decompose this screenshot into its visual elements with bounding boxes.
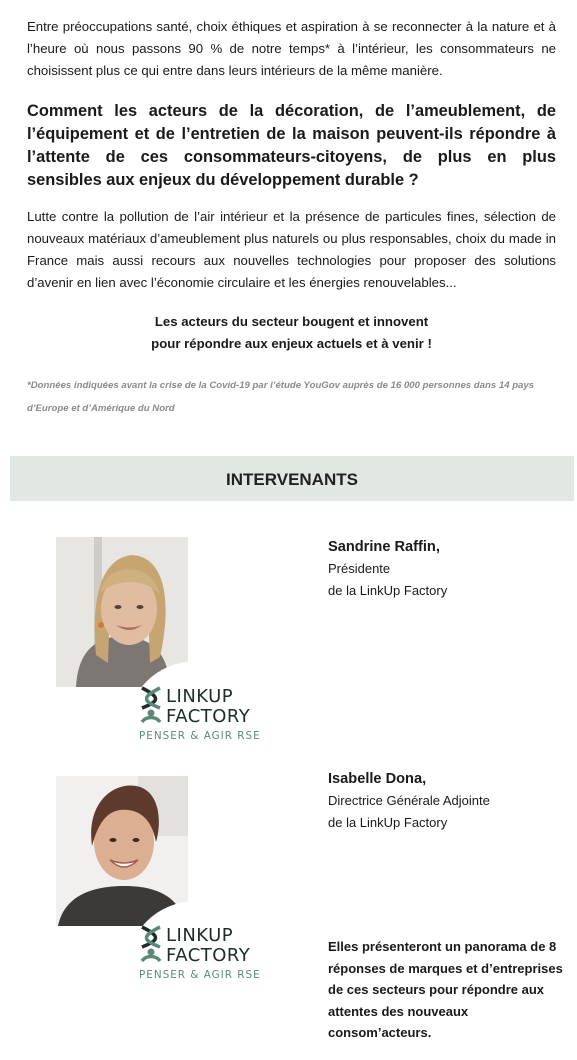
speaker-role: Présidente [328, 561, 391, 576]
linkup-factory-logo [139, 925, 289, 983]
callout-line-2: pour répondre aux enjeux actuels et à venir ! [151, 336, 432, 351]
key-question: Comment les acteurs de la décoration, de l’ameublement, de l’équipement et de l’entretien de la maison peuvent-ils répondre à l’attente de ces consommateurs-citoyens, de plus en plus sensibles aux enjeux du développement durable ? [27, 102, 556, 189]
footnote: *Données indiquées avant la crise de la Covid-19 par l’étude YouGov auprès de 16 000 personnes dans 14 pays d’Europe et d’Amérique du Nord [27, 380, 535, 414]
section-banner [10, 456, 574, 501]
section-title: INTERVENANTS [226, 470, 358, 489]
callout-line-1: Les acteurs du secteur bougent et innovent [154, 314, 429, 329]
logo-word-linkup: LINKUP [166, 686, 234, 707]
logo-tagline: PENSER & AGIR RSE [139, 969, 261, 981]
logo-word-factory: FACTORY [166, 945, 251, 966]
speaker-role: Directrice Générale Adjointe [328, 793, 490, 808]
callout [27, 311, 556, 355]
speaker-info-2 [328, 768, 568, 833]
intro-paragraph: Entre préoccupations santé, choix éthiques et aspiration à se reconnecter à la nature et à l’heure où nous passons 90 % de notre temps* à l’intérieur, les consommateurs ne choisissent plus ce qui entre dans leurs intérieurs de la même manière. [27, 19, 556, 78]
context-paragraph: Lutte contre la pollution de l’air intérieur et la présence de particules fines, sélection de nouveaux matériaux d’ameublement plus naturels ou plus responsables, choix du made in France mais aussi recours aux nouvelles technologies pour proposer des solutions d’avenir en lien avec l’économie circulaire et les énergies renouvelables... [27, 209, 556, 290]
dna-icon [139, 925, 163, 963]
speaker-org: de la LinkUp Factory [328, 814, 448, 830]
dna-icon [139, 686, 163, 724]
speaker-name: Isabelle Dona, [328, 771, 427, 787]
linkup-factory-logo [139, 686, 289, 744]
logo-tagline: PENSER & AGIR RSE [139, 730, 261, 742]
speaker-info-1 [328, 536, 568, 601]
speaker-photo-sandrine-raffin [56, 537, 188, 687]
speaker-org: de la LinkUp Factory [328, 582, 448, 598]
speaker-photo-isabelle-dona [56, 776, 188, 926]
speaker-name: Sandrine Raffin, [328, 539, 440, 555]
logo-word-factory: FACTORY [166, 706, 251, 727]
logo-word-linkup: LINKUP [166, 925, 234, 946]
closing-statement: Elles présenteront un panorama de 8 réponses de marques et d’entreprises de ces secteurs pour répondre aux attentes des nouveaux consom’acteurs. [328, 939, 563, 1040]
